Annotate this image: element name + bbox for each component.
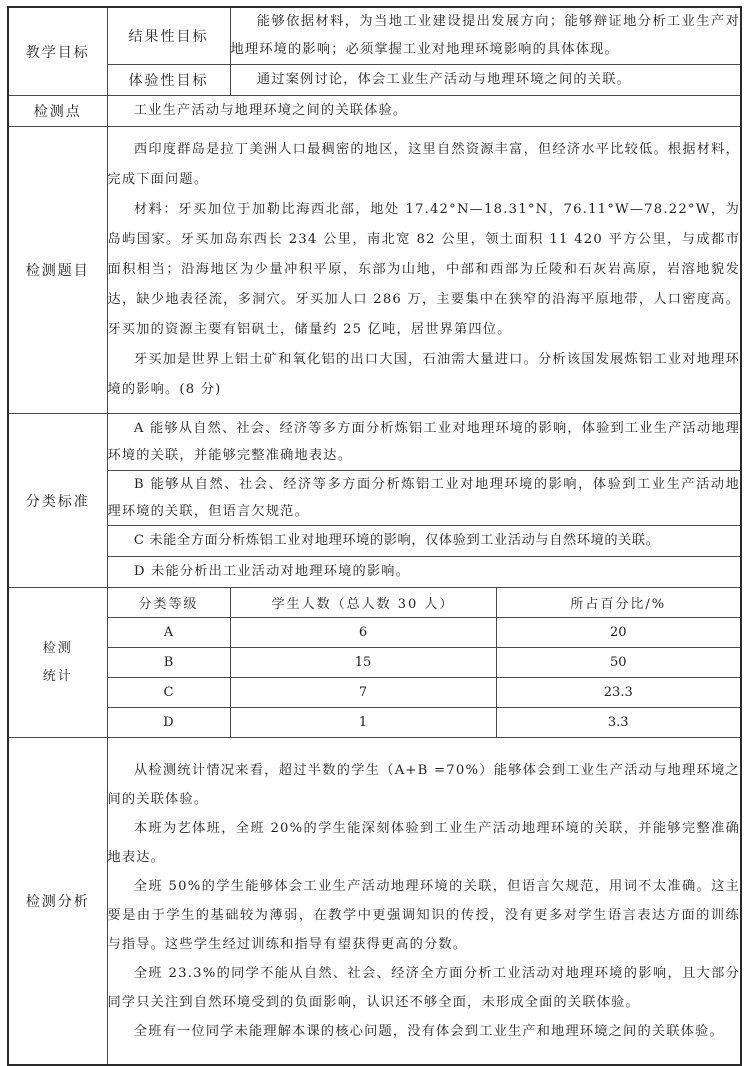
question-body [107, 127, 741, 414]
criteria-item-c: C 未能全方面分析炼铝工业对地理环境的影响，仅体验到工业活动与自然环境的关联。 [107, 526, 741, 557]
question-paragraph: 西印度群岛是拉丁美洲人口最稠密的地区，这里自然资源丰富，但经济水平比较低。根据材料，完成下面问题。 [107, 142, 741, 187]
stats-header-row [8, 588, 741, 618]
question-material: 材料：牙买加位于加勒比海西北部，地处 17.42°N—18.31°N，76.11°W—78.22°W，为岛屿国家。牙买加岛东西长 234 公里，南北宽 82 公里，领土面积 11 420 平方公里，与成都市面积相当；沿海地区为少量冲积平原，东部为山地，中部和西部为丘陵和石灰岩高原，岩溶地貌发达，缺少地表径流，多洞穴。牙买加人口 286 万，主要集中在狭窄的沿海平原地带，人口密度高。牙买加的资源主要有铝矾土，储量约 25 亿吨，居世界第四位。 [107, 202, 741, 337]
table-row [8, 678, 741, 708]
analysis-label: 检测分析 [8, 738, 107, 1066]
table-row [8, 708, 741, 738]
question-prompt: 牙买加是世界上铝土矿和氧化铝的出口大国，石油需大量进口。分析该国发展炼铝工业对地理环境的影响。(8 分) [107, 352, 741, 397]
question-label: 检测题目 [8, 127, 107, 414]
experience-goal-label: 体验性目标 [107, 65, 230, 96]
stats-label-line2: 统计 [42, 668, 73, 684]
stats-header-grade: 分类等级 [107, 588, 230, 618]
percent-cell: 50 [496, 648, 741, 678]
checkpoint-row [8, 96, 741, 127]
count-cell: 1 [230, 708, 496, 738]
criteria-row-b [8, 471, 741, 526]
grade-cell: D [107, 708, 230, 738]
count-cell: 6 [230, 618, 496, 648]
question-row [8, 127, 741, 414]
analysis-paragraph: 全班 23.3%的同学不能从自然、社会、经济全方面分析工业活动对地理环境的影响，且大部分同学只关注到自然环境受到的负面影响，认识还不够全面，未形成全面的关联体验。 [107, 966, 741, 1010]
analysis-paragraph: 全班 50%的学生能够体会工业生产活动地理环境的关联，但语言欠规范，用词不太准确。这主要是由于学生的基础较为薄弱，在教学中更强调知识的传授，没有更多对学生语言表达方面的训练与指导。这些学生经过训练和指导有望获得更高的分数。 [107, 879, 741, 952]
analysis-body [107, 738, 741, 1066]
percent-cell: 23.3 [496, 678, 741, 708]
experience-goal-text: 通过案例讨论，体会工业生产活动与地理环境之间的关联。 [230, 65, 741, 96]
criteria-row-c [8, 526, 741, 557]
analysis-paragraph: 本班为艺体班，全班 20%的学生能深刻体验到工业生产活动地理环境的关联，并能够完整准确地表达。 [107, 821, 741, 865]
criteria-item-d: D 未能分析出工业活动对地理环境的影响。 [107, 557, 741, 588]
criteria-item-b: B 能够从自然、社会、经济等多方面分析炼铝工业对地理环境的影响，体验到工业生产活动地理环境的关联，但语言欠规范。 [107, 471, 741, 526]
table-row [8, 618, 741, 648]
analysis-paragraph: 全班有一位同学未能理解本课的核心问题，没有体会到工业生产和地理环境之间的关联体验。 [133, 1024, 724, 1039]
count-cell: 7 [230, 678, 496, 708]
criteria-row-a [8, 414, 741, 471]
stats-label [8, 588, 107, 738]
analysis-paragraph: 从检测统计情况来看，超过半数的学生（A+B =70%）能够体会到工业生产活动与地理环境之间的关联体验。 [107, 763, 741, 807]
criteria-row-d [8, 557, 741, 588]
percent-cell: 3.3 [496, 708, 741, 738]
criteria-item-a: A 能够从自然、社会、经济等多方面分析炼铝工业对地理环境的影响，体验到工业生产活动地理环境的关联，并能够完整准确地表达。 [107, 414, 741, 471]
checkpoint-label: 检测点 [8, 96, 107, 127]
experience-goal-row [8, 65, 741, 96]
result-goal-text: 能够依据材料，为当地工业建设提出发展方向；能够辩证地分析工业生产对地理环境的影响；必须掌握工业对地理环境影响的具体体现。 [230, 7, 741, 65]
grade-cell: C [107, 678, 230, 708]
grade-cell: B [107, 648, 230, 678]
stats-header-count: 学生人数（总人数 30 人） [230, 588, 496, 618]
percent-cell: 20 [496, 618, 741, 648]
criteria-label: 分类标准 [8, 414, 107, 588]
checkpoint-text: 工业生产活动与地理环境之间的关联体验。 [107, 96, 741, 127]
stats-label-line1: 检测 [42, 640, 73, 656]
result-goal-label: 结果性目标 [107, 7, 230, 65]
stats-header-percent: 所占百分比/% [496, 588, 741, 618]
result-goal-row [8, 7, 741, 65]
grade-cell: A [107, 618, 230, 648]
teaching-evaluation-table [7, 6, 742, 1066]
count-cell: 15 [230, 648, 496, 678]
goals-label: 教学目标 [8, 7, 107, 96]
analysis-row [8, 738, 741, 1066]
table-row [8, 648, 741, 678]
